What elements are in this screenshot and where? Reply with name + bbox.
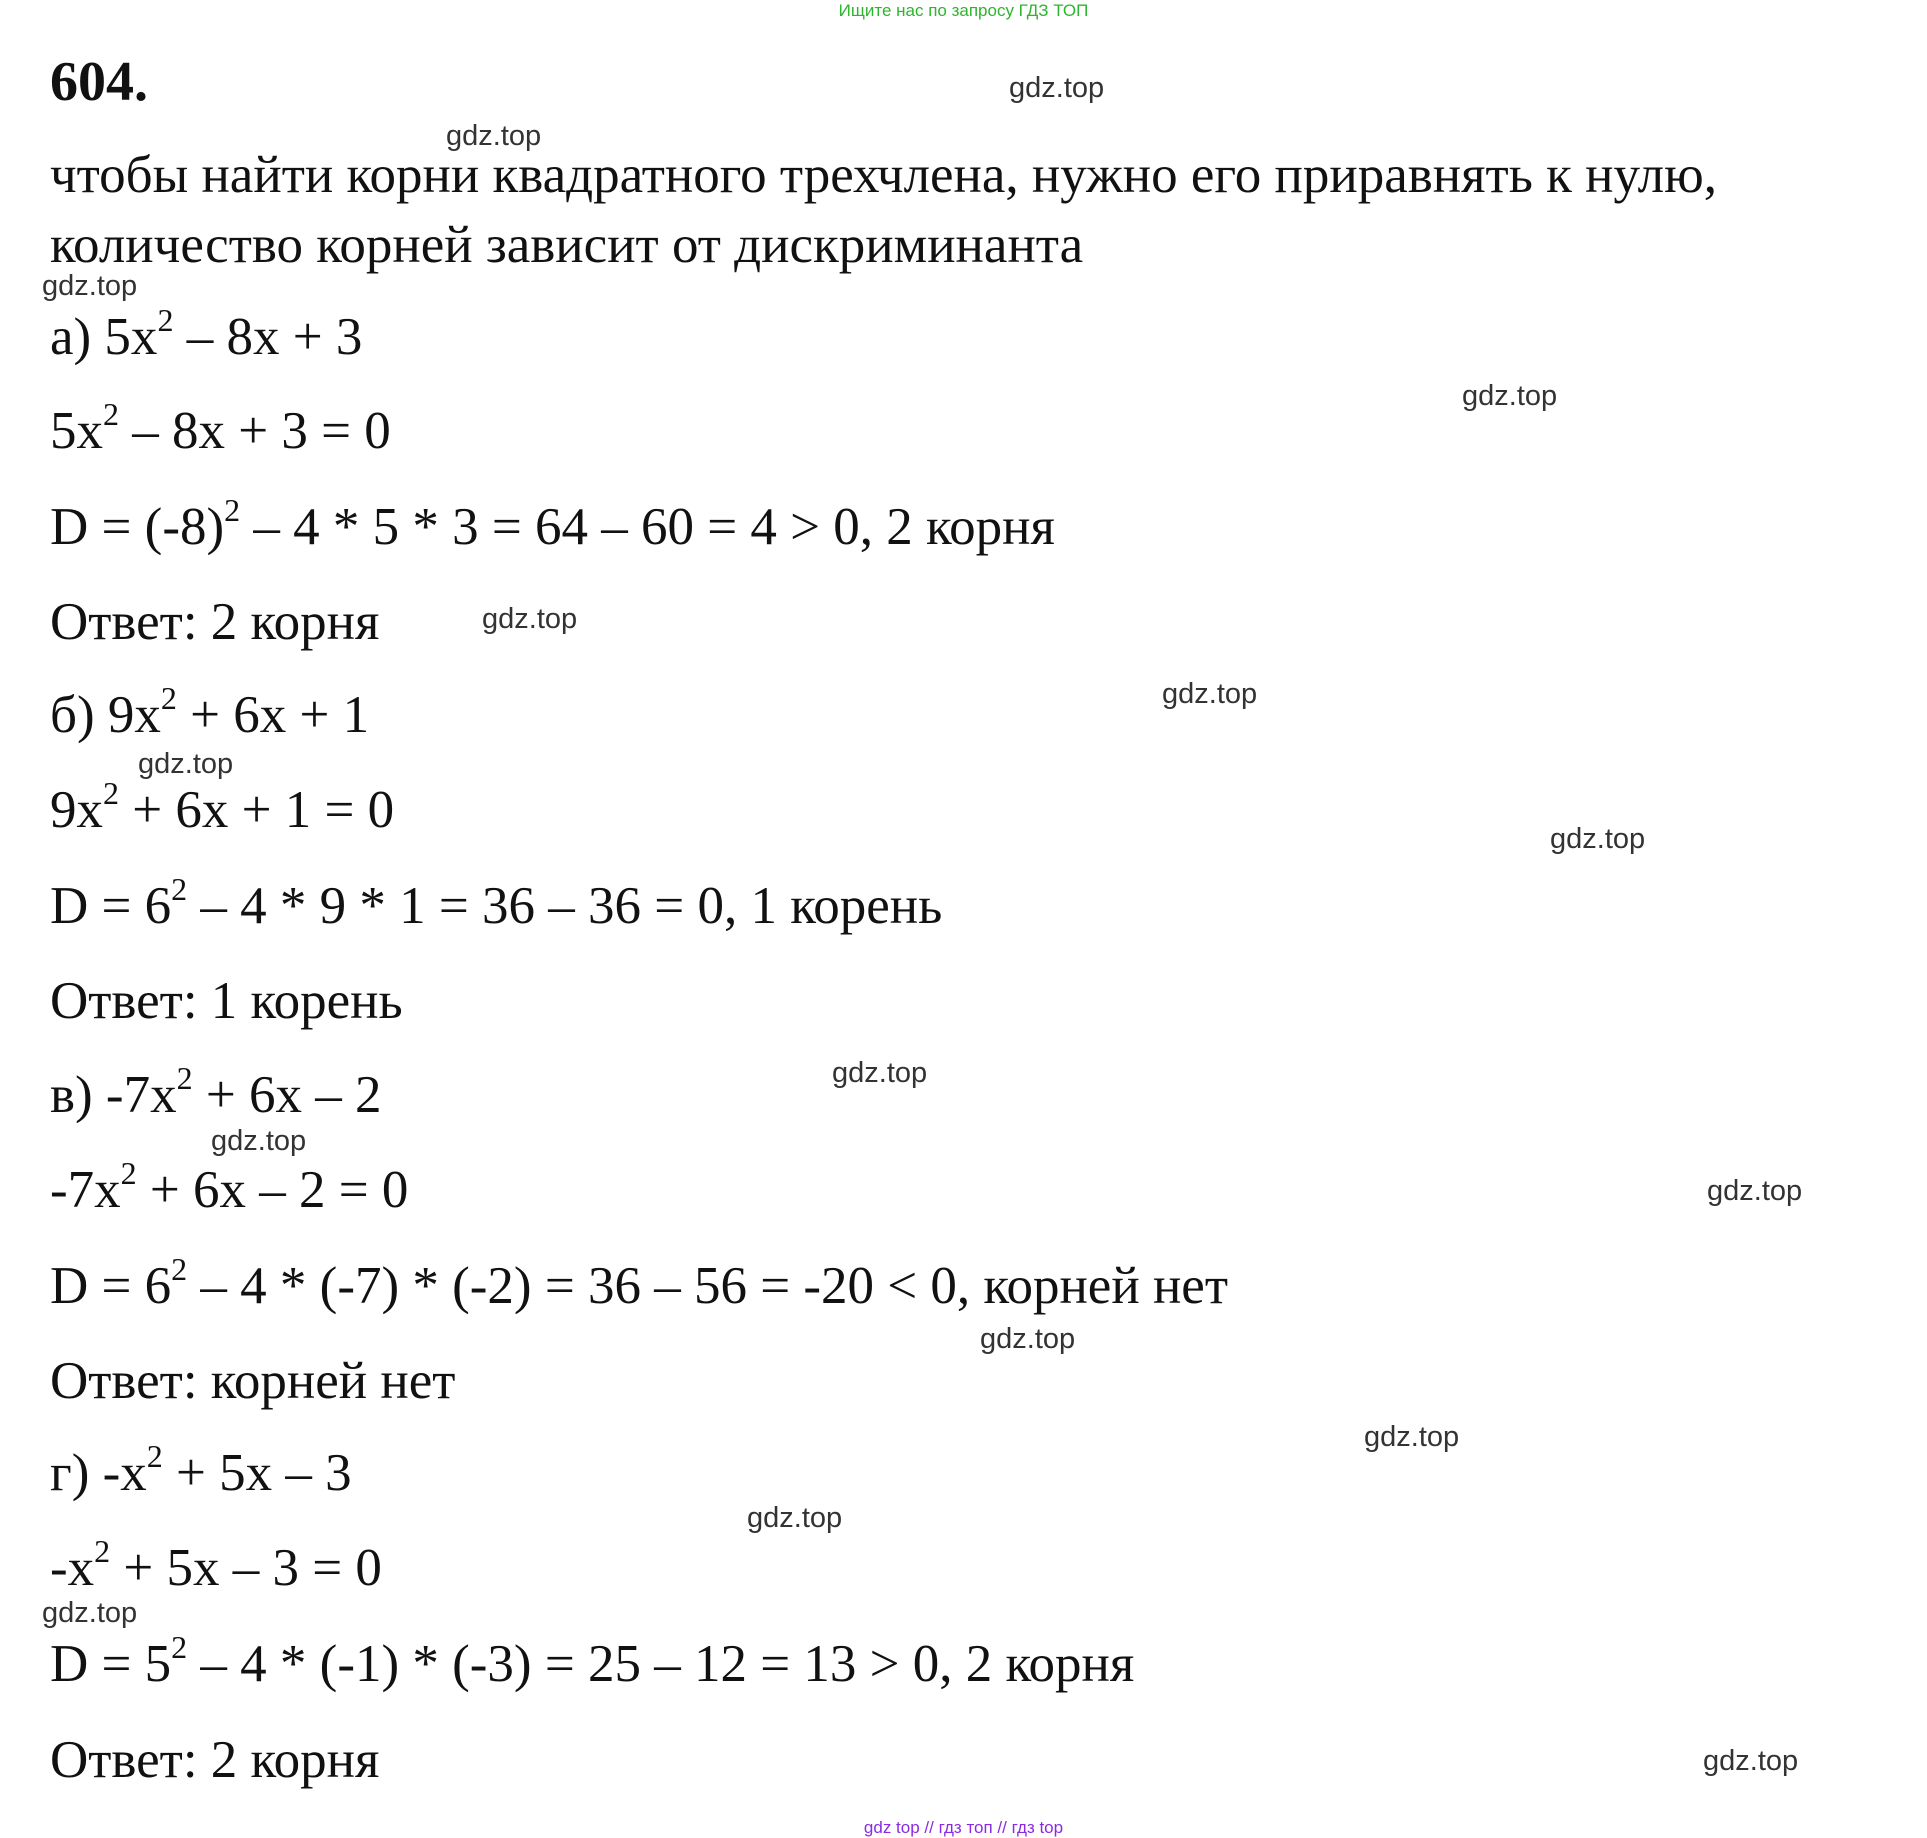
watermark: gdz.top: [1364, 1421, 1460, 1453]
part-a-answer: Ответ: 2 корня: [50, 593, 380, 651]
intro-line-2: количество корней зависит от дискриминанта: [50, 216, 1084, 274]
promo-banner[interactable]: Ищите нас по запросу ГДЗ ТОП: [838, 1, 1089, 20]
part-b-heading: б) $9x^2 + 6x + 1$: [50, 680, 370, 744]
watermark: gdz.top: [747, 1502, 843, 1534]
watermark: gdz.top: [211, 1125, 307, 1157]
problem-number: 604.: [50, 51, 148, 113]
part-b-discriminant: $D = 6^2 - 4 * 9 * 1 = 36 - 36 = 0$, 1 корень: [50, 871, 943, 935]
watermark: gdz.top: [980, 1323, 1076, 1355]
part-g-answer: Ответ: 2 корня: [50, 1731, 380, 1789]
watermark: gdz.top: [446, 120, 542, 152]
watermark: gdz.top: [1550, 823, 1646, 855]
watermark: gdz.top: [1707, 1175, 1803, 1207]
watermark: gdz.top: [42, 1597, 138, 1629]
watermark: gdz.top: [138, 748, 234, 780]
part-g-equation: $-x^2 + 5x - 3 = 0$: [50, 1533, 382, 1597]
part-g-heading: г) $-x^2 + 5x - 3$: [50, 1438, 352, 1502]
watermark: gdz.top: [1009, 72, 1105, 104]
part-g-discriminant: $D = 5^2 - 4 * (-1) * (-3) = 25 - 12 = 13 > 0$, 2 корня: [50, 1629, 1135, 1693]
part-v-discriminant: $D = 6^2 - 4 * (-7) * (-2) = 36 - 56 = -20 < 0$, корней нет: [50, 1251, 1228, 1315]
watermark: gdz.top: [1462, 380, 1558, 412]
watermark: gdz.top: [42, 270, 138, 302]
part-b-equation: $9x^2 + 6x + 1 = 0$: [50, 775, 395, 839]
intro-line-1: чтобы найти корни квадратного трехчлена, нужно его приравнять к нулю,: [50, 146, 1717, 204]
footer-links[interactable]: gdz top // гдз топ // гдз top: [863, 1818, 1064, 1837]
watermark: gdz.top: [482, 603, 578, 635]
watermark: gdz.top: [832, 1057, 928, 1089]
part-a-heading: а) $5x^2 - 8x + 3$: [50, 302, 363, 366]
watermark: gdz.top: [1703, 1745, 1799, 1777]
part-v-equation: $-7x^2 + 6x - 2 = 0$: [50, 1155, 409, 1219]
watermark: gdz.top: [1162, 678, 1258, 710]
part-v-answer: Ответ: корней нет: [50, 1352, 456, 1410]
part-a-equation: $5x^2 - 8x + 3 = 0$: [50, 396, 391, 460]
part-b-answer: Ответ: 1 корень: [50, 972, 403, 1030]
part-a-discriminant: $D = (-8)^2 - 4 * 5 * 3 = 64 - 60 = 4 > 0$, 2 корня: [50, 492, 1055, 556]
part-v-heading: в) $-7x^2 + 6x - 2$: [50, 1060, 382, 1124]
